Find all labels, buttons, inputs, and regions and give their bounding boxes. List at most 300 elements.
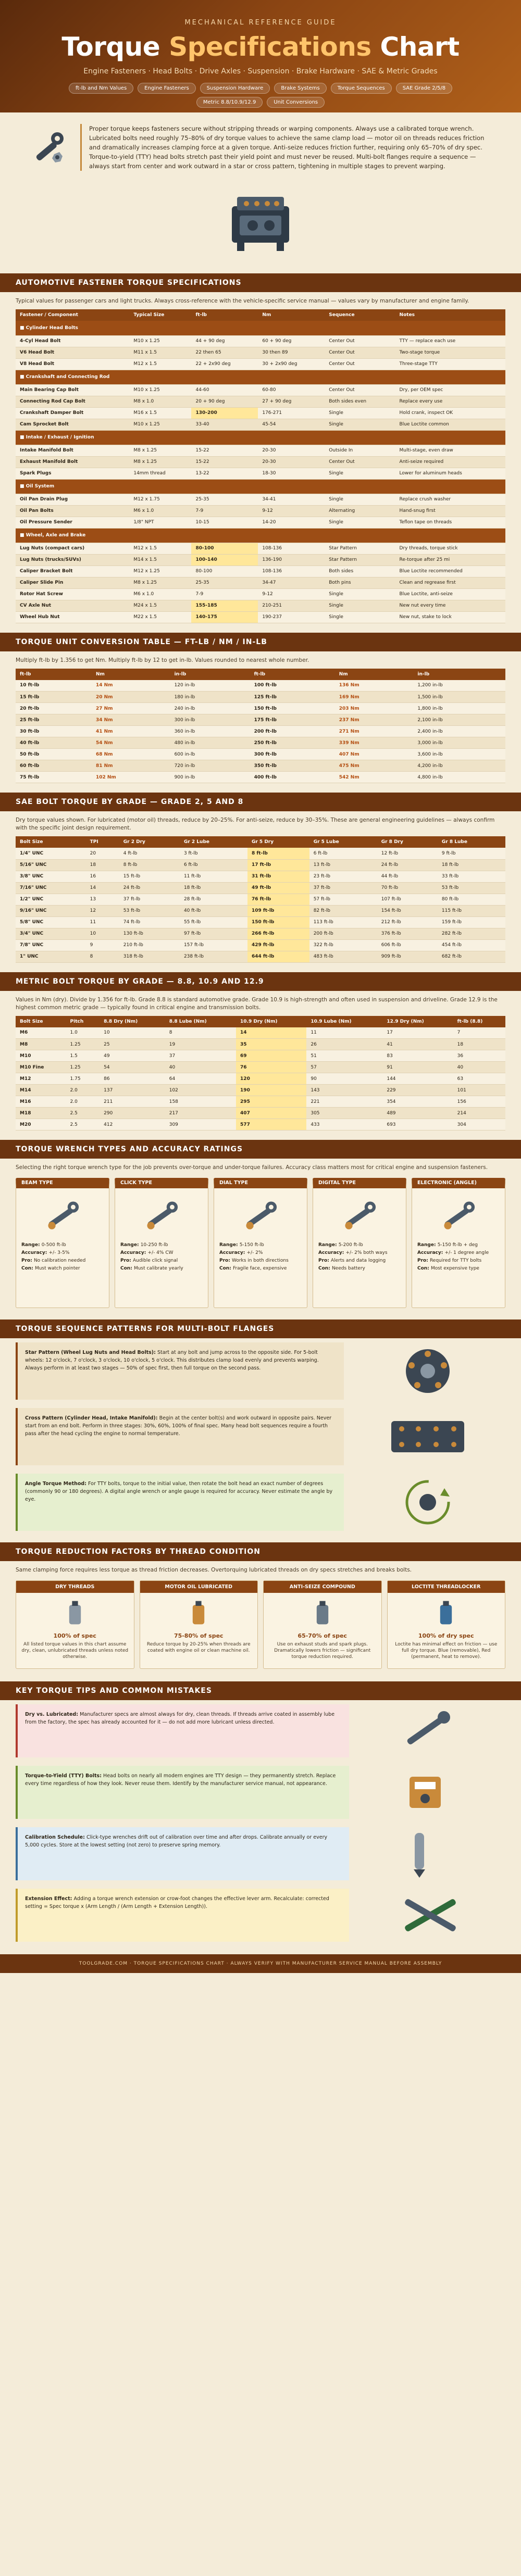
table-row — [16, 951, 505, 962]
tips-rows — [0, 1700, 521, 1946]
table-cell: 15 ft-lb — [16, 692, 92, 703]
table-row — [16, 760, 505, 772]
table-cell: 6 ft-lb — [309, 848, 377, 859]
table-cell: 57 ft-lb — [309, 894, 377, 905]
table-cell: Both sides — [325, 566, 395, 577]
table-cell: 140-175 — [191, 611, 258, 623]
column-header: Bolt Size — [16, 836, 86, 848]
table-cell: 644 ft-lb — [247, 951, 309, 962]
table-cell: 2,400 in-lb — [413, 726, 505, 737]
table-cell: 31 ft-lb — [247, 871, 309, 882]
table-row — [16, 916, 505, 928]
table-cell: 20 + 90 deg — [191, 396, 258, 407]
table-cell: 2,100 in-lb — [413, 714, 505, 726]
wrench-card-line — [219, 1266, 302, 1271]
line-value: +/- 2% — [246, 1250, 263, 1255]
table-row — [16, 494, 505, 505]
table-cell: 25 ft-lb — [16, 714, 92, 726]
line-key: Pro: — [120, 1258, 133, 1263]
table-cell: Cam Sprocket Bolt — [16, 419, 129, 430]
wrench-card-line — [318, 1266, 401, 1271]
wrench-card — [214, 1178, 307, 1308]
table-cell: 36 — [453, 1050, 505, 1062]
wrench-card-line — [219, 1258, 302, 1263]
table-cell: 300 ft-lb — [250, 749, 335, 760]
table-cell: 63 — [453, 1073, 505, 1085]
column-header: Gr 2 Lube — [180, 836, 247, 848]
table-cell: 44-60 — [191, 384, 258, 396]
table-cell: 190 — [236, 1085, 306, 1096]
table-cell: M14 x 1.5 — [129, 554, 191, 566]
table-cell: 282 ft-lb — [438, 928, 505, 939]
tip-heading: Calibration Schedule: — [25, 1834, 85, 1840]
table-cell: Oil Pan Bolts — [16, 505, 129, 517]
table-cell: 44 ft-lb — [377, 871, 438, 882]
automotive-section-desc: Typical values for passenger cars and light trucks. Always cross-reference with the vehicle-specific service manual — values vary by manufacturer and engine family. — [16, 298, 469, 304]
automotive-torque-table — [16, 309, 505, 623]
intro-section — [0, 112, 521, 174]
table-cell: Star Pattern — [325, 554, 395, 566]
table-cell: Replace crush washer — [395, 494, 505, 505]
table-cell: 35 — [236, 1039, 306, 1050]
column-header: ft-lb — [250, 669, 335, 680]
table-cell: 1/4" UNC — [16, 848, 86, 859]
wrench-icon — [219, 1192, 302, 1239]
table-cell: M6 — [16, 1027, 66, 1039]
table-cell: 11 — [306, 1027, 382, 1039]
line-value: Works in both directions — [231, 1258, 289, 1263]
wrench-card-title: DIAL TYPE — [219, 1180, 248, 1186]
table-cell: 1,200 in-lb — [413, 680, 505, 692]
table-cell: M10 x 1.25 — [129, 335, 191, 347]
line-key: Pro: — [417, 1258, 430, 1263]
table-cell: 136-190 — [258, 554, 325, 566]
table-cell: 9 — [86, 939, 119, 951]
table-cell: 175 ft-lb — [250, 714, 335, 726]
wrench-section-title: TORQUE WRENCH TYPES AND ACCURACY RATINGS — [0, 1140, 521, 1159]
table-cell: 100-140 — [191, 554, 258, 566]
line-key: Accuracy: — [219, 1250, 247, 1255]
reduction-desc: Use on exhaust studs and spark plugs. Dramatically lowers friction — significant torque reduction required. — [274, 1642, 371, 1660]
metric-section-desc: Values in Nm (dry). Divide by 1.356 for ft-lb. Grade 8.8 is standard automotive grade. Grade 10.9 is high-strength and often used in suspension and driveline. Grade 12.9 is the highest common metric grade — typically found in critical engine and transmission bolts. — [16, 996, 498, 1011]
sequence-text — [16, 1342, 344, 1400]
table-cell: 53 ft-lb — [119, 905, 180, 916]
sequence-body: Begin at the center bolt(s) and work outward in opposite pairs. Never start from an end bolt. Perform in three stages: 30%, 60%, 100% of final spec. Many head bolt sequences require a fourth pass after the head cycling the engine to normal temperature. — [25, 1415, 332, 1437]
table-cell: 266 ft-lb — [247, 928, 309, 939]
table-cell: 20-30 — [258, 456, 325, 468]
table-cell: 1/8" NPT — [129, 517, 191, 528]
table-cell: 80-100 — [191, 543, 258, 554]
table-cell: 7-9 — [191, 505, 258, 517]
reduction-card-title: LOCTITE THREADLOCKER — [388, 1581, 505, 1593]
table-cell: 454 ft-lb — [438, 939, 505, 951]
reduction-card — [263, 1580, 382, 1669]
table-cell: 144 — [382, 1073, 453, 1085]
table-cell: 400 ft-lb — [250, 772, 335, 783]
table-cell: 41 Nm — [92, 726, 170, 737]
table-cell: M16 — [16, 1096, 66, 1108]
sequence-pattern-icon — [352, 1474, 503, 1531]
table-cell: 137 — [100, 1085, 165, 1096]
table-cell: 19 — [165, 1039, 236, 1050]
table-row — [16, 1108, 505, 1119]
table-cell: 100 ft-lb — [250, 680, 335, 692]
table-cell: Rotor Hat Screw — [16, 588, 129, 600]
table-cell: 200 ft-lb — [309, 928, 377, 939]
table-row — [16, 737, 505, 749]
table-cell: Single — [325, 407, 395, 419]
column-header: 10.9 Dry (Nm) — [236, 1016, 306, 1027]
table-cell: 14mm thread — [129, 468, 191, 479]
table-cell: 91 — [382, 1062, 453, 1073]
table-cell: 600 in-lb — [170, 749, 250, 760]
table-cell: 157 ft-lb — [180, 939, 247, 951]
table-cell: Re-torque after 25 mi — [395, 554, 505, 566]
table-cell: 210 ft-lb — [119, 939, 180, 951]
table-cell: 76 — [236, 1062, 306, 1073]
table-cell: 577 — [236, 1119, 306, 1130]
table-cell: 44 + 90 deg — [191, 335, 258, 347]
reduction-section-title: TORQUE REDUCTION FACTORS BY THREAD CONDITION — [0, 1542, 521, 1561]
table-cell: 200 ft-lb — [250, 726, 335, 737]
line-key: Con: — [219, 1266, 233, 1271]
table-cell: 12 — [86, 905, 119, 916]
table-cell: New nut, stake to lock — [395, 611, 505, 623]
table-cell: Alternating — [325, 505, 395, 517]
line-key: Range: — [21, 1242, 42, 1248]
table-cell: 18 ft-lb — [438, 859, 505, 871]
conversion-table — [16, 669, 505, 784]
table-cell: 18 — [453, 1039, 505, 1050]
table-row — [16, 407, 505, 419]
line-key: Con: — [318, 1266, 332, 1271]
wrench-card-line — [318, 1250, 401, 1255]
table-cell: 14 — [236, 1027, 306, 1039]
table-cell: Center Out — [325, 384, 395, 396]
table-cell: Hold crank, inspect OK — [395, 407, 505, 419]
tip-text — [16, 1827, 349, 1880]
table-row — [16, 680, 505, 692]
table-cell: 203 Nm — [335, 703, 414, 714]
wrench-card-line — [417, 1250, 500, 1255]
table-cell: V6 Head Bolt — [16, 347, 129, 358]
sequence-text — [16, 1408, 344, 1465]
table-cell: 54 Nm — [92, 737, 170, 749]
table-cell: 57 — [306, 1062, 382, 1073]
line-value: 10-250 ft-lb — [140, 1242, 168, 1248]
sequence-rows — [0, 1338, 521, 1535]
line-key: Range: — [120, 1242, 141, 1248]
table-cell: M6 x 1.0 — [129, 588, 191, 600]
wrench-bolt-icon — [31, 128, 70, 167]
table-cell: 1.75 — [66, 1073, 100, 1085]
tip-text — [16, 1889, 349, 1942]
table-row — [16, 456, 505, 468]
table-row — [16, 882, 505, 894]
table-cell: 107 ft-lb — [377, 894, 438, 905]
wrench-icon — [120, 1192, 203, 1239]
table-cell: 429 ft-lb — [247, 939, 309, 951]
table-cell: 136 Nm — [335, 680, 414, 692]
tip-body: Manufacturer specs are almost always for dry, clean threads. If threads arrive coated in assembly lube from the factory, the spec has already accounted for it — do not add more lubricant unless directed. — [25, 1712, 335, 1725]
reduction-card-title: MOTOR OIL LUBRICATED — [140, 1581, 258, 1593]
column-header: Gr 8 Dry — [377, 836, 438, 848]
table-row — [16, 905, 505, 916]
table-cell: 1/2" UNC — [16, 894, 86, 905]
table-cell: 40 — [165, 1062, 236, 1073]
table-cell: 300 in-lb — [170, 714, 250, 726]
column-header: ft-lb (8.8) — [453, 1016, 505, 1027]
table-cell: 309 — [165, 1119, 236, 1130]
table-cell: 40 ft-lb — [16, 737, 92, 749]
table-cell: M12 x 1.5 — [129, 358, 191, 370]
table-cell: 7 — [453, 1027, 505, 1039]
table-cell: M12 x 1.25 — [129, 566, 191, 577]
table-cell: 11 — [86, 916, 119, 928]
table-group-row — [16, 370, 505, 384]
table-cell: 90 — [306, 1073, 382, 1085]
table-row — [16, 749, 505, 760]
table-cell: 68 Nm — [92, 749, 170, 760]
table-cell: 682 ft-lb — [438, 951, 505, 962]
wrench-icon — [21, 1192, 104, 1239]
table-cell: 15-22 — [191, 445, 258, 456]
table-cell: 74 ft-lb — [119, 916, 180, 928]
table-cell: Single — [325, 517, 395, 528]
column-header: Gr 8 Lube — [438, 836, 505, 848]
table-cell: 489 — [382, 1108, 453, 1119]
line-value: No calibration needed — [33, 1258, 86, 1263]
line-value: Must watch pointer — [34, 1266, 80, 1271]
wrench-card-line — [417, 1242, 500, 1248]
sae-torque-table — [16, 836, 505, 963]
table-cell: Wheel Hub Nut — [16, 611, 129, 623]
table-row — [16, 396, 505, 407]
table-cell: Three-stage TTY — [395, 358, 505, 370]
table-cell: 250 ft-lb — [250, 737, 335, 749]
table-row — [16, 848, 505, 859]
topic-pill: Engine Fasteners — [138, 83, 196, 94]
table-cell: 360 in-lb — [170, 726, 250, 737]
sequence-section-title: TORQUE SEQUENCE PATTERNS FOR MULTI-BOLT FLANGES — [0, 1320, 521, 1338]
tip-body: Head bolts on nearly all modern engines are TTY design — they permanently stretch. Replace every time regardless of how they look. Never reuse them. Identify by the manufacturer service manual, not appearance. — [25, 1773, 336, 1787]
topic-pill: Metric 8.8/10.9/12.9 — [196, 97, 263, 108]
column-header: 10.9 Lube (Nm) — [306, 1016, 382, 1027]
table-cell: Multi-stage, even draw — [395, 445, 505, 456]
sequence-row — [0, 1404, 521, 1469]
sequence-heading: Angle Torque Method: — [25, 1481, 86, 1487]
table-cell: Blue Loctite common — [395, 419, 505, 430]
table-cell: 17 ft-lb — [247, 859, 309, 871]
table-cell: Center Out — [325, 347, 395, 358]
line-key: Range: — [219, 1242, 240, 1248]
wrench-card-line — [21, 1266, 104, 1271]
table-cell: 13 — [86, 894, 119, 905]
table-cell: 10 — [86, 928, 119, 939]
table-cell: M8 — [16, 1039, 66, 1050]
tip-text — [16, 1704, 349, 1757]
line-value: +/- 2% both ways — [345, 1250, 388, 1255]
column-header: Gr 5 Dry — [247, 836, 309, 848]
column-header: Gr 2 Dry — [119, 836, 180, 848]
table-cell: 108-136 — [258, 566, 325, 577]
tip-illustration-icon — [357, 1827, 503, 1880]
table-cell: M24 x 1.5 — [129, 600, 191, 611]
table-cell: M18 — [16, 1108, 66, 1119]
table-cell: 483 ft-lb — [309, 951, 377, 962]
table-cell: 693 — [382, 1119, 453, 1130]
table-cell: 24 ft-lb — [377, 859, 438, 871]
automotive-section-title: AUTOMOTIVE FASTENER TORQUE SPECIFICATIONS — [0, 273, 521, 292]
table-cell: M12 — [16, 1073, 66, 1085]
table-cell: 10 ft-lb — [16, 680, 92, 692]
wrench-type-cards — [0, 1176, 521, 1312]
table-cell: 1.5 — [66, 1050, 100, 1062]
table-cell: 305 — [306, 1108, 382, 1119]
table-cell: 17 — [382, 1027, 453, 1039]
table-row — [16, 588, 505, 600]
wrench-card-title: DIGITAL TYPE — [318, 1180, 356, 1186]
group-label: ■ Crankshaft and Connecting Rod — [16, 370, 505, 384]
table-cell: Dry, per OEM spec — [395, 384, 505, 396]
table-cell: Outside In — [325, 445, 395, 456]
table-cell: 37 — [165, 1050, 236, 1062]
tip-row — [0, 1700, 521, 1762]
table-cell: 4 ft-lb — [119, 848, 180, 859]
table-cell: M14 — [16, 1085, 66, 1096]
table-cell: V8 Head Bolt — [16, 358, 129, 370]
sequence-text — [16, 1474, 344, 1531]
table-cell: 295 — [236, 1096, 306, 1108]
table-cell: Single — [325, 494, 395, 505]
table-cell: Both pins — [325, 577, 395, 588]
table-cell: 318 ft-lb — [119, 951, 180, 962]
line-key: Pro: — [318, 1258, 331, 1263]
table-cell: Center Out — [325, 335, 395, 347]
line-value: 5-150 ft-lb + deg — [437, 1242, 478, 1248]
topic-pills — [16, 83, 505, 108]
table-cell: 15-22 — [191, 456, 258, 468]
table-cell: Two-stage torque — [395, 347, 505, 358]
table-row — [16, 419, 505, 430]
table-cell: M12 x 1.5 — [129, 543, 191, 554]
page-footer: TOOLGRADE.COM · TORQUE SPECIFICATIONS CHART · ALWAYS VERIFY WITH MANUFACTURER SERVICE MANUAL BEFORE ASSEMBLY — [0, 1954, 521, 1973]
table-cell: 1.25 — [66, 1062, 100, 1073]
column-header: Nm — [258, 309, 325, 321]
line-value: +/- 3-5% — [48, 1250, 70, 1255]
table-row — [16, 714, 505, 726]
table-cell: 80 ft-lb — [438, 894, 505, 905]
table-cell: M12 x 1.75 — [129, 494, 191, 505]
wrench-card-line — [417, 1258, 500, 1263]
table-row — [16, 1119, 505, 1130]
table-cell: 25-35 — [191, 577, 258, 588]
table-row — [16, 1062, 505, 1073]
table-cell: 83 — [382, 1050, 453, 1062]
group-label: ■ Oil System — [16, 479, 505, 494]
table-cell: 212 ft-lb — [377, 916, 438, 928]
table-row — [16, 772, 505, 783]
table-row — [16, 505, 505, 517]
table-cell: M11 x 1.5 — [129, 347, 191, 358]
line-key: Range: — [417, 1242, 438, 1248]
table-cell: Both sides even — [325, 396, 395, 407]
line-value: Must calibrate yearly — [133, 1266, 183, 1271]
table-row — [16, 692, 505, 703]
table-cell: Hand-snug first — [395, 505, 505, 517]
table-row — [16, 1039, 505, 1050]
table-row — [16, 1073, 505, 1085]
table-cell: M8 x 1.25 — [129, 577, 191, 588]
table-row — [16, 1085, 505, 1096]
column-header: in-lb — [413, 669, 505, 680]
table-cell: New nut every time — [395, 600, 505, 611]
line-value: +/- 1 degree angle — [444, 1250, 489, 1255]
wrench-card — [16, 1178, 109, 1308]
table-cell: 82 ft-lb — [309, 905, 377, 916]
table-cell: 27 Nm — [92, 703, 170, 714]
table-cell: Intake Manifold Bolt — [16, 445, 129, 456]
table-cell: 33 ft-lb — [438, 871, 505, 882]
line-key: Con: — [120, 1266, 134, 1271]
table-cell: 37 ft-lb — [119, 894, 180, 905]
table-cell: 3,000 in-lb — [413, 737, 505, 749]
table-cell: 350 ft-lb — [250, 760, 335, 772]
table-cell: 5/16" UNC — [16, 859, 86, 871]
table-cell: 475 Nm — [335, 760, 414, 772]
table-cell: 115 ft-lb — [438, 905, 505, 916]
table-cell: 20 — [86, 848, 119, 859]
table-cell: 24 ft-lb — [119, 882, 180, 894]
table-row — [16, 347, 505, 358]
line-value: Required for TTY bolts — [429, 1258, 482, 1263]
table-cell: 909 ft-lb — [377, 951, 438, 962]
tip-body: Adding a torque wrench extension or crow-foot changes the effective lever arm. Recalculate: corrected setting = Spec torque x (Arm Length / (Arm Length + Extension Length)). — [25, 1896, 329, 1909]
reduction-value: 100% of dry spec — [418, 1632, 474, 1639]
sae-section-desc: Dry torque values shown. For lubricated (motor oil) threads, reduce by 20–25%. For anti-seize, reduce by 30–35%. These are general engineering guidelines — always confirm with the specific joint design requirement. — [16, 817, 495, 831]
line-value: Most expensive type — [430, 1266, 479, 1271]
table-cell: Single — [325, 611, 395, 623]
table-row — [16, 611, 505, 623]
line-value: Alerts and data logging — [330, 1258, 386, 1263]
line-key: Range: — [318, 1242, 339, 1248]
sequence-row — [0, 1338, 521, 1404]
table-cell: 2.0 — [66, 1096, 100, 1108]
table-cell: 49 — [100, 1050, 165, 1062]
topic-pill: SAE Grade 2/5/8 — [396, 83, 452, 94]
table-cell: M6 x 1.0 — [129, 505, 191, 517]
line-key: Con: — [417, 1266, 431, 1271]
engine-block-icon — [221, 185, 300, 256]
line-key: Accuracy: — [120, 1250, 148, 1255]
table-cell: Center Out — [325, 456, 395, 468]
table-cell: 28 ft-lb — [180, 894, 247, 905]
table-cell: 480 in-lb — [170, 737, 250, 749]
table-cell: 102 — [165, 1085, 236, 1096]
table-cell: 18 — [86, 859, 119, 871]
table-cell: 2.5 — [66, 1108, 100, 1119]
table-cell: 109 ft-lb — [247, 905, 309, 916]
table-cell: 76 ft-lb — [247, 894, 309, 905]
table-cell: 14-20 — [258, 517, 325, 528]
topic-pill: ft-lb and Nm Values — [69, 83, 133, 94]
metric-torque-table — [16, 1016, 505, 1131]
table-cell: 30 + 2x90 deg — [258, 358, 325, 370]
table-cell: 217 — [165, 1108, 236, 1119]
table-cell: M8 x 1.25 — [129, 445, 191, 456]
line-key: Accuracy: — [417, 1250, 445, 1255]
table-cell: 120 — [236, 1073, 306, 1085]
